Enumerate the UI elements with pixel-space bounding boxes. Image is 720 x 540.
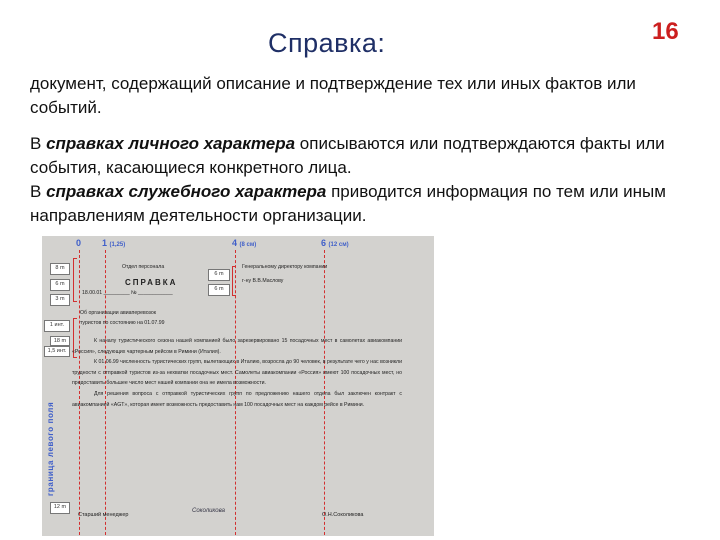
- spacing-box: 6 m: [50, 279, 70, 291]
- signature: Соколикова: [192, 508, 225, 514]
- spacing-box: 6 m: [208, 269, 230, 281]
- paragraph-rest: приводится информация по тем или иным направлениям деятельности организации.: [30, 182, 666, 225]
- addressee-line: Генеральному директору компании: [242, 264, 328, 270]
- paragraph-rest: описываются или подтверждаются факты или события, касающиеся конкретного лица.: [30, 134, 665, 177]
- body-paragraph: К началу туристического сезона нашей компанией было зарезервировано 15 посадочных мест в самолетах авиакомпании «Россия», следующих чартерным рейсом в Римини (Италия).: [72, 338, 402, 355]
- subject-line: туристов по состоянию на 01.07.99: [80, 320, 165, 326]
- paragraph-prefix: В: [30, 182, 47, 201]
- addressee-line: г-ну В.В.Маслову: [242, 278, 284, 284]
- spacing-bracket: [73, 258, 77, 302]
- document-body: [72, 336, 402, 410]
- emphasis-official: справках служебного характера: [46, 182, 327, 201]
- spacing-bracket: [232, 266, 236, 296]
- spacing-box: 1,5 инт.: [44, 346, 70, 357]
- slide-number: 16: [652, 18, 679, 45]
- spacing-box: 18 m: [50, 336, 70, 346]
- signer-position: Старший менеджер: [78, 512, 129, 518]
- slide-title: Справка:: [268, 28, 386, 58]
- ruler-mark-0: 0: [76, 238, 82, 248]
- date-number-line: 18.00.01 _________ № ____________: [82, 290, 173, 296]
- signer-name: О.Н.Соколикова: [322, 512, 364, 518]
- document-heading: СПРАВКА: [125, 278, 178, 287]
- subject-line: Об организации авиаперевозок: [80, 310, 157, 316]
- ruler-mark-4: 4 (8 см): [232, 238, 257, 248]
- document-sample-image: [42, 236, 434, 536]
- paragraph-official: [30, 180, 700, 228]
- ruler-mark-6: 6 (12 см): [321, 238, 349, 248]
- spacing-box: 12 m: [50, 502, 70, 514]
- left-margin-label: граница левого поля: [46, 401, 55, 496]
- spacing-box: 6 m: [208, 284, 230, 296]
- emphasis-personal: справках личного характера: [46, 134, 296, 153]
- paragraphs: [30, 132, 700, 228]
- spacing-box: 3 m: [50, 294, 70, 306]
- body-paragraph: К 01.06.99 численность туристических групп, вылетающих в Италию, возросла до 90 человек, в результате чего у нас возникли трудности с отправкой туристов из-за нехватки посадочных мест. Самолеты авиакомпании «Россия» имеют 100 посадочных мест, но предоставить большее число мест нашей компании она не имела возможности.: [72, 359, 402, 387]
- body-paragraph: Для решения вопроса с отправкой туристических групп по предложению нашего отдела был заключен контракт с авиакомпанией «AGT», которая имеет возможность предоставить нам 100 посадочных мест на каждом рейсе в Римини.: [72, 390, 402, 408]
- spacing-box: 8 m: [50, 263, 70, 275]
- paragraph-personal: [30, 132, 700, 180]
- ruler-mark-1: 1 (1,25): [102, 238, 126, 248]
- paragraph-prefix: В: [30, 134, 47, 153]
- definition-text: документ, содержащий описание и подтверждение тех или иных фактов или событий.: [30, 74, 636, 117]
- sender-unit: Отдел персонала: [122, 264, 165, 270]
- spacing-box: 1 инт.: [44, 320, 70, 332]
